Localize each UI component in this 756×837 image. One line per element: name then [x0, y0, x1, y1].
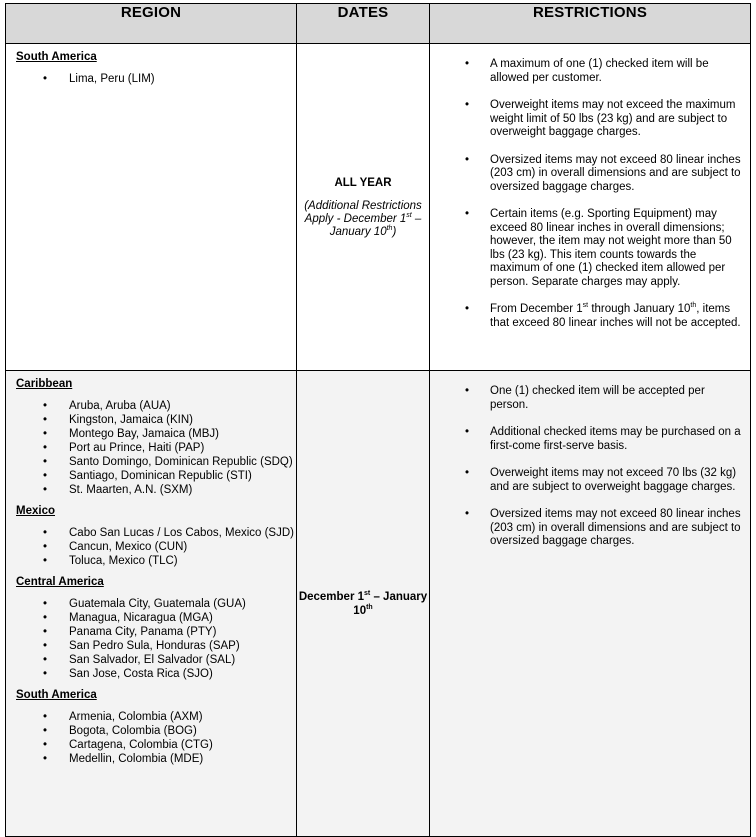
region-group [16, 689, 296, 766]
list-item: • Cancun, Mexico (CUN) [16, 540, 296, 554]
restr-sup2: th [690, 302, 697, 310]
list-item: • Port au Prince, Haiti (PAP) [16, 441, 296, 455]
group-title: Central America [16, 576, 104, 588]
list-item: • Additional checked items may be purchased on a first-come first-serve basis. [430, 426, 742, 453]
list-item: • Overweight items may not exceed the maximum weight limit of 50 lbs (23 kg) and are subject to overweight baggage charges. [430, 99, 742, 140]
restr-b: through January 10 [588, 303, 691, 315]
list-item: • San Pedro Sula, Honduras (SAP) [16, 639, 296, 653]
region-group [16, 505, 296, 568]
list-item: • Lima, Peru (LIM) [16, 72, 296, 86]
region-group [16, 576, 296, 681]
restr-c: , items that exceed 80 linear inches will not be accepted. [490, 303, 741, 329]
note-sup2: th [386, 224, 393, 232]
header-dates: DATES [297, 4, 430, 44]
dates-main: ALL YEAR [334, 176, 392, 189]
group-title: South America [16, 51, 97, 63]
dates-sup2: th [366, 603, 373, 611]
group-title: South America [16, 689, 97, 701]
list-item: • Santiago, Dominican Republic (STI) [16, 469, 296, 483]
list-item: • Toluca, Mexico (TLC) [16, 554, 296, 568]
restrictions-list [430, 58, 742, 330]
list-item: • Medellin, Colombia (MDE) [16, 752, 296, 766]
restr-a: From December 1 [490, 303, 583, 315]
dates-b: – January 10 [353, 590, 428, 617]
city-list [16, 72, 296, 86]
list-item: • Managua, Nicaragua (MGA) [16, 611, 296, 625]
dates-a: December 1 [298, 590, 365, 603]
region-cell [6, 371, 297, 837]
city-list [16, 710, 296, 766]
table-row [6, 44, 751, 371]
dates-note [297, 200, 429, 239]
restrictions-cell [430, 44, 751, 371]
dates-main [297, 590, 429, 618]
list-item: • St. Maarten, A.N. (SXM) [16, 483, 296, 497]
region-group [16, 378, 296, 497]
list-item: • Oversized items may not exceed 80 linear inches (203 cm) in overall dimensions and are subject to oversized baggage charges. [430, 154, 742, 195]
list-item [430, 303, 742, 330]
baggage-restrictions-table [5, 3, 751, 837]
note-sup1: st [406, 211, 412, 219]
region-cell [6, 44, 297, 371]
list-item: • Montego Bay, Jamaica (MBJ) [16, 427, 296, 441]
table-row [6, 371, 751, 837]
list-item: • Certain items (e.g. Sporting Equipment) may exceed 80 linear inches in overall dimensions; however, the item may not weight more than 50 lbs (23 kg). This item counts towards the maximum of one (1) checked item allowed per person. Separate charges may apply. [430, 208, 742, 289]
region-group [16, 51, 296, 86]
city-list [16, 526, 296, 568]
list-item: • Aruba, Aruba (AUA) [16, 399, 296, 413]
header-restrictions: RESTRICTIONS [430, 4, 751, 44]
list-item: • Bogota, Colombia (BOG) [16, 724, 296, 738]
list-item: • Oversized items may not exceed 80 linear inches (203 cm) in overall dimensions and are subject to oversized baggage charges. [430, 508, 742, 549]
city-list [16, 597, 296, 681]
header-region: REGION [6, 4, 297, 44]
dates-cell [297, 44, 430, 371]
header-row [6, 4, 751, 44]
note-prefix: (Additional Restrictions Apply - December 1 [304, 199, 422, 225]
dates-cell [297, 371, 430, 837]
list-item: • Armenia, Colombia (AXM) [16, 710, 296, 724]
restrictions-list [430, 385, 742, 549]
group-title: Caribbean [16, 378, 73, 390]
list-item: • One (1) checked item will be accepted per person. [430, 385, 742, 412]
restrictions-cell [430, 371, 751, 837]
note-suffix: ) [392, 225, 397, 238]
list-item: • A maximum of one (1) checked item will be allowed per customer. [430, 58, 742, 85]
list-item: • Cartagena, Colombia (CTG) [16, 738, 296, 752]
list-item: • Cabo San Lucas / Los Cabos, Mexico (SJD) [16, 526, 296, 540]
restr-sup1: st [582, 302, 589, 310]
group-title: Mexico [16, 505, 55, 517]
note-mid: – January 10 [329, 212, 422, 238]
list-item: • Panama City, Panama (PTY) [16, 625, 296, 639]
dates-sup1: st [364, 589, 371, 597]
list-item: • San Salvador, El Salvador (SAL) [16, 653, 296, 667]
list-item: • San Jose, Costa Rica (SJO) [16, 667, 296, 681]
list-item: • Kingston, Jamaica (KIN) [16, 413, 296, 427]
list-item: • Santo Domingo, Dominican Republic (SDQ) [16, 455, 296, 469]
list-item: • Overweight items may not exceed 70 lbs (32 kg) and are subject to overweight baggage charges. [430, 467, 742, 494]
list-item: • Guatemala City, Guatemala (GUA) [16, 597, 296, 611]
city-list [16, 399, 296, 497]
